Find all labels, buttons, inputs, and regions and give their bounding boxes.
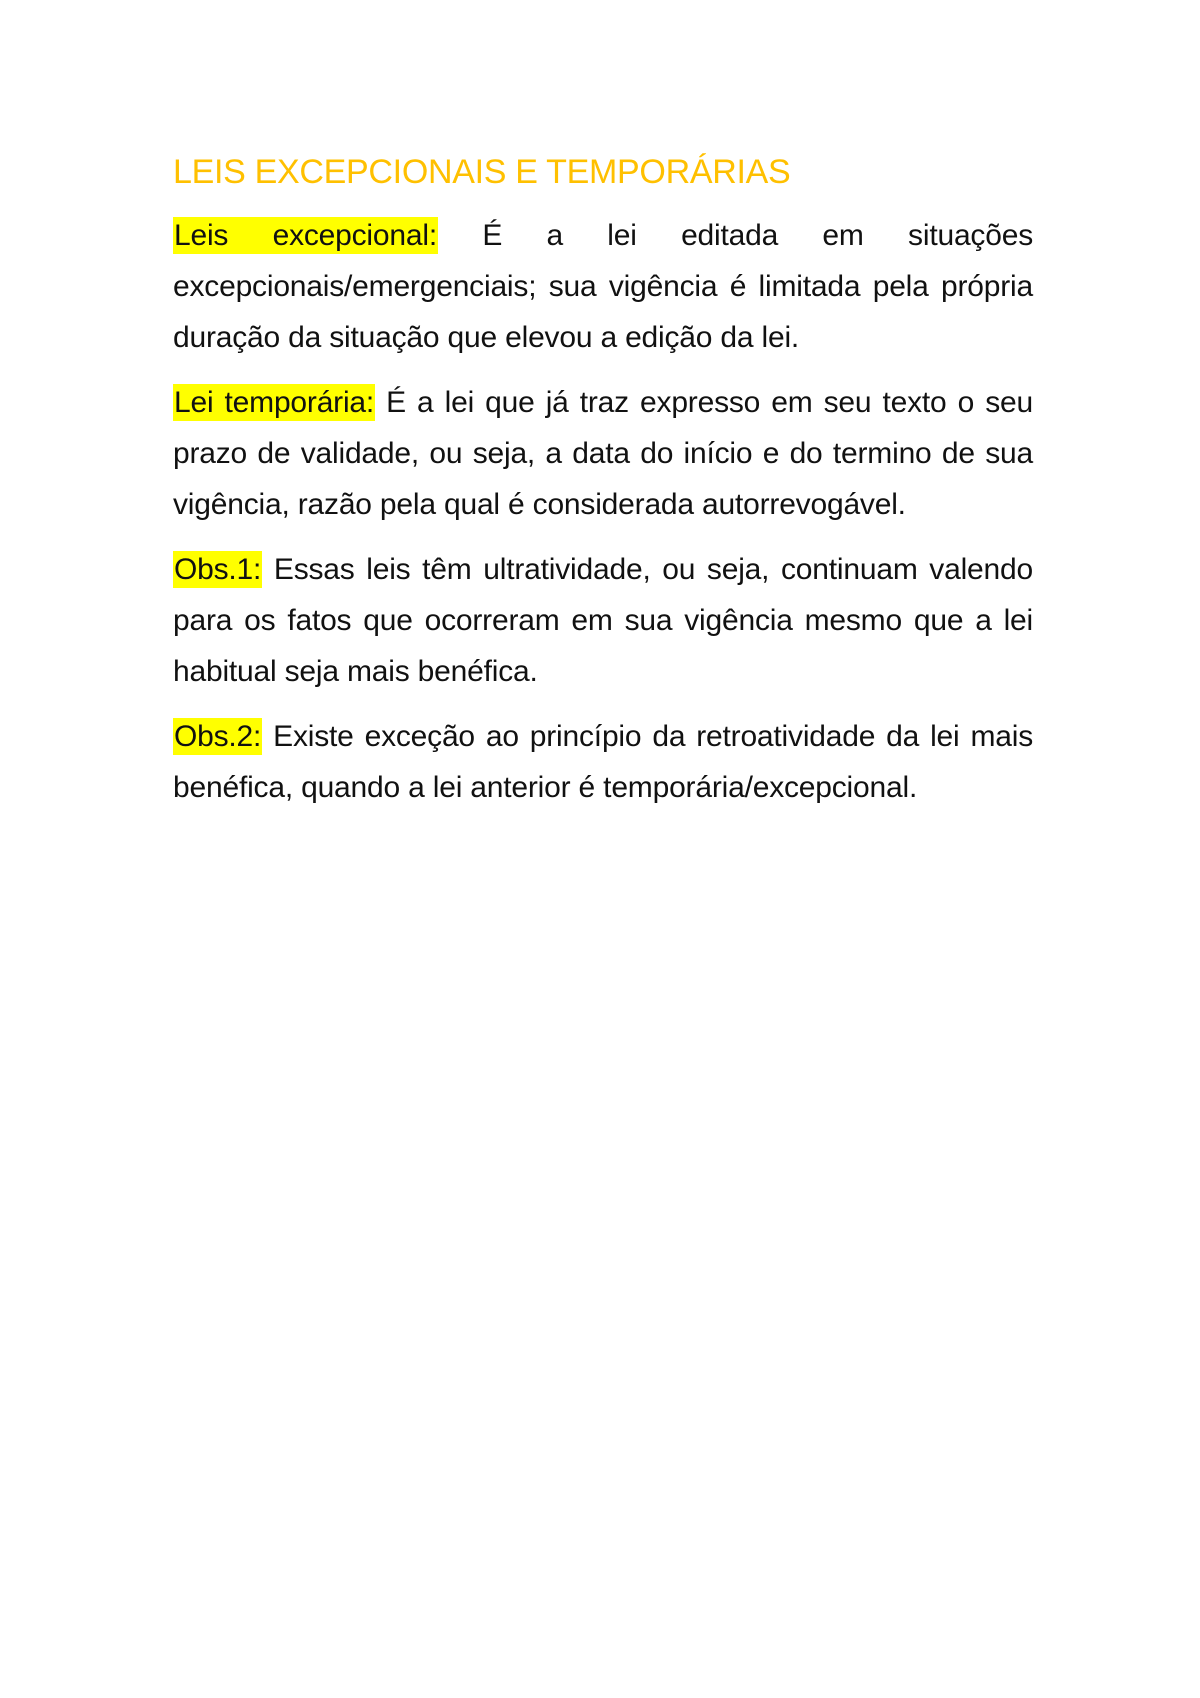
paragraph-obs-1: [173, 544, 1033, 697]
document-title: LEIS EXCEPCIONAIS E TEMPORÁRIAS: [173, 153, 791, 191]
highlighted-term: Obs.2:: [174, 720, 262, 753]
paragraph-lei-excepcional: [173, 210, 1033, 363]
document-body: [173, 148, 1033, 827]
paragraph-obs-2: [173, 711, 1033, 813]
paragraph-text: É a lei que já traz expresso em seu texto o seu prazo de validade, ou seja, a data do início e do termino de sua vigência, razão pela qual é considerada autorrevogável.: [173, 386, 1033, 521]
paragraph-text: É a lei editada em situações excepcionais/emergenciais; sua vigência é limitada pela própria duração da situação que elevou a edição da lei.: [173, 219, 1033, 354]
highlighted-term: Lei temporária:: [174, 386, 375, 419]
highlighted-term: Leis excepcional:: [174, 219, 437, 252]
paragraph-text: Existe exceção ao princípio da retroatividade da lei mais benéfica, quando a lei anterior é temporária/excepcional.: [173, 720, 1033, 804]
paragraph-text: Essas leis têm ultratividade, ou seja, continuam valendo para os fatos que ocorreram em sua vigência mesmo que a lei habitual seja mais benéfica.: [173, 553, 1033, 688]
highlighted-term: Obs.1:: [174, 553, 262, 586]
paragraph-lei-temporaria: [173, 377, 1033, 530]
